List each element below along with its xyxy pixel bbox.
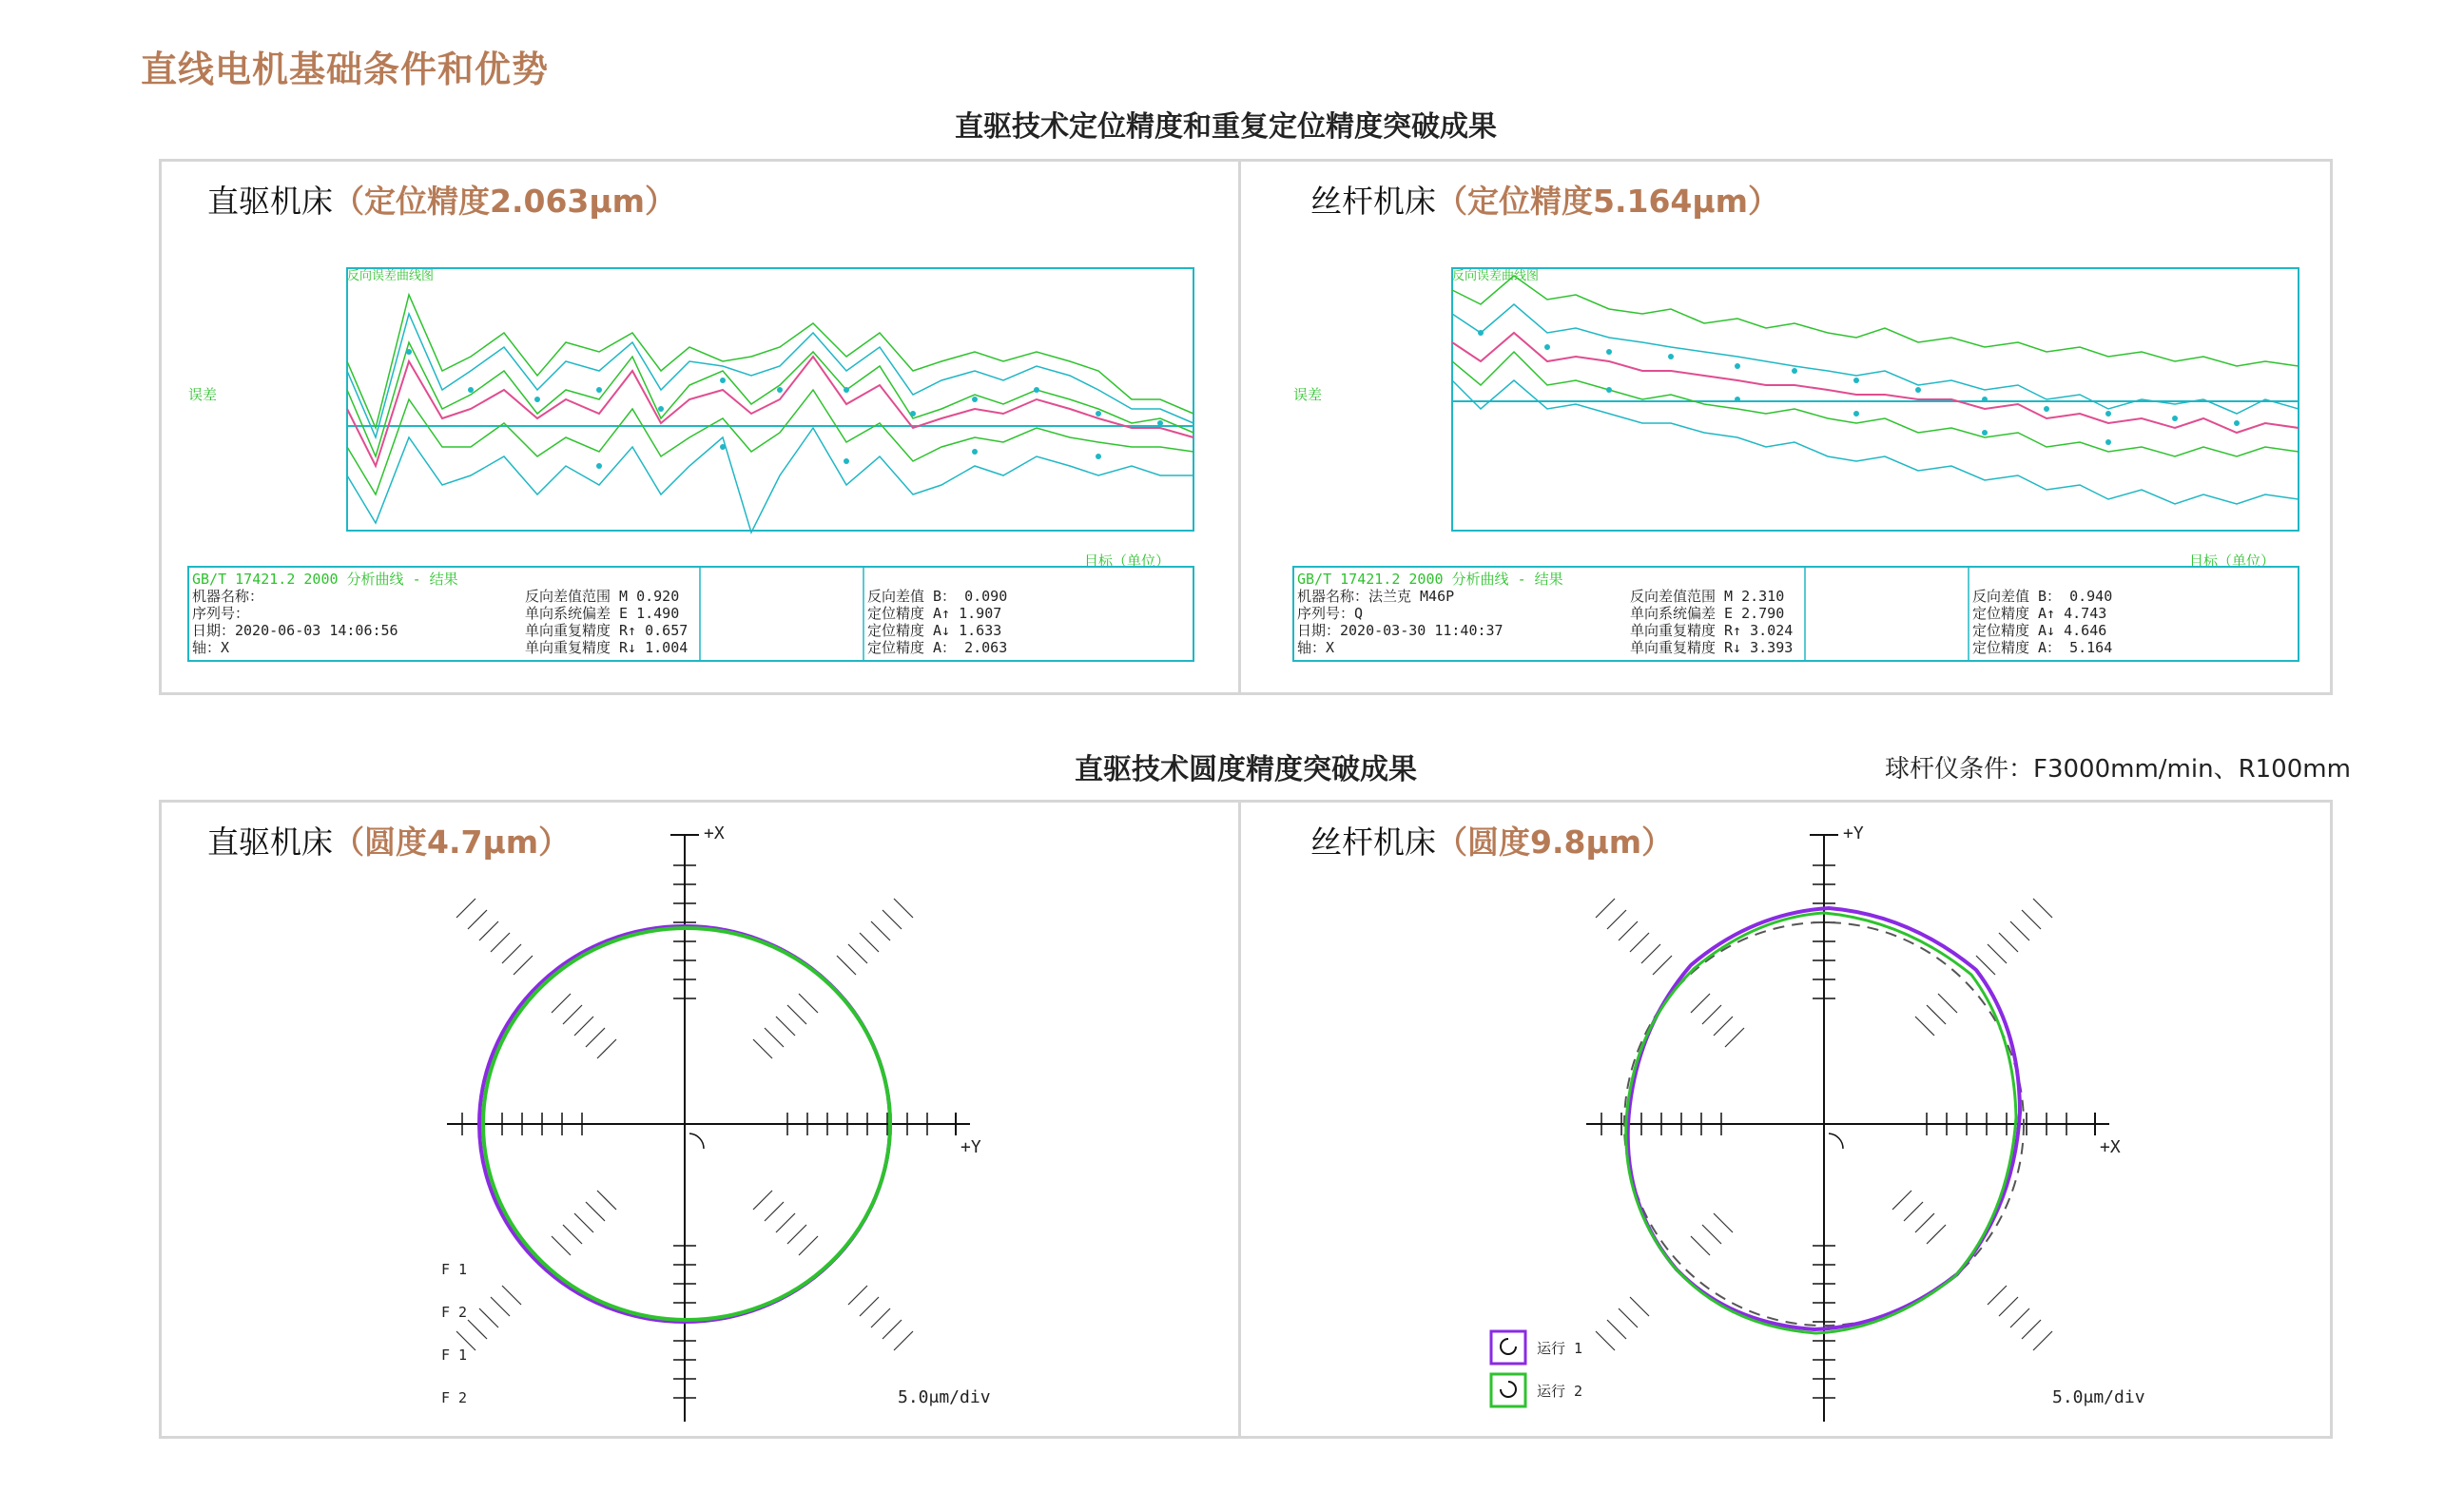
right-ballbar-plot <box>1491 824 2157 1436</box>
roundness-value: （圆度9.8μm） <box>1436 824 1674 861</box>
ballbar-condition-note: 球杆仪条件：F3000mm/min、R100mm <box>1885 755 2351 784</box>
machine-name: 直驱机床 <box>207 183 333 220</box>
info-header: GB/T 17421.2 2000 分析曲线 - 结果 <box>192 571 458 588</box>
panel-divider <box>1238 159 1241 695</box>
left-machine-label <box>207 177 676 222</box>
plot-frame <box>347 268 1193 531</box>
lower-band-a <box>347 390 1193 494</box>
legend-text: 目标（单位） <box>1084 552 1171 570</box>
panel-divider <box>1238 800 1241 1439</box>
direction-arrow <box>689 1134 704 1149</box>
legend-item: 运行 1 <box>1537 1340 1583 1357</box>
machine-name: 丝杆机床 <box>1310 183 1436 220</box>
info-text: 定位精度 A↓ 1.633 <box>867 622 1002 639</box>
info-text: 反向差值 B： 0.940 <box>1972 588 2113 605</box>
info-text: 轴：X <box>1297 639 1335 656</box>
plot-header: 反向误差曲线图 <box>1452 269 1540 283</box>
scale-label: 5.0μm/div <box>898 1387 991 1407</box>
left-positioning-chart <box>181 257 1208 675</box>
legend-text: 目标（单位） <box>2189 552 2276 570</box>
info-text: 序列号：Q <box>1297 605 1364 622</box>
info-text: 单向系统偏差 E 2.790 <box>1630 605 1785 622</box>
section-title-positioning: 直驱技术定位精度和重复定位精度突破成果 <box>955 110 1497 144</box>
axis-ticks <box>1601 865 2066 1398</box>
upper-band-b <box>1452 304 2299 414</box>
upper-band-c <box>347 314 1193 437</box>
info-text: 定位精度 A： 2.063 <box>867 639 1008 656</box>
mean-line <box>1452 333 2299 433</box>
info-text: 定位精度 A↑ 1.907 <box>867 605 1002 622</box>
mean-line <box>347 357 1193 466</box>
info-text: 轴：X <box>192 639 230 656</box>
sample-markers <box>1478 330 2240 445</box>
right-machine-label <box>1310 177 1779 222</box>
y-axis-label: +Y <box>1843 824 1864 843</box>
info-text: 单向重复精度 R↑ 3.024 <box>1630 622 1794 639</box>
right-positioning-chart <box>1286 257 2313 675</box>
info-text: 日期：2020-03-30 11:40:37 <box>1297 622 1504 639</box>
left-ballbar-plot <box>428 824 999 1436</box>
info-text: 反向差值 B： 0.090 <box>867 588 1008 605</box>
info-text: 单向重复精度 R↑ 0.657 <box>525 622 689 639</box>
info-text: 定位精度 A↓ 4.646 <box>1972 622 2107 639</box>
axis-label: 误差 <box>1293 386 1323 403</box>
info-text: 日期：2020-06-03 14:06:56 <box>192 622 398 639</box>
info-text: 定位精度 A： 5.164 <box>1972 639 2113 656</box>
info-text: 机器名称： <box>192 588 264 605</box>
x-axis-label: +Y <box>960 1137 981 1157</box>
legend-item: F 1 <box>441 1347 468 1364</box>
x-axis-label: +X <box>2100 1137 2121 1157</box>
info-text: 反向差值范围 M 0.920 <box>525 588 680 605</box>
lower-band-b <box>1452 380 2299 504</box>
positioning-accuracy-value: （定位精度2.063μm） <box>333 183 677 220</box>
legend-item: F 1 <box>441 1261 468 1278</box>
info-text: 序列号： <box>192 605 250 622</box>
info-text: 机器名称：法兰克 M46P <box>1297 588 1455 605</box>
page-title: 直线电机基础条件和优势 <box>141 48 550 90</box>
info-text: 定位精度 A↑ 4.743 <box>1972 605 2107 622</box>
info-text: 单向系统偏差 E 1.490 <box>525 605 680 622</box>
roundness-value: （圆度4.7μm） <box>333 824 571 861</box>
machine-name: 直驱机床 <box>207 824 333 861</box>
axis-label: 误差 <box>188 386 218 403</box>
legend-item: 运行 2 <box>1537 1383 1583 1400</box>
info-text: 反向差值范围 M 2.310 <box>1630 588 1785 605</box>
plot-axes <box>1586 835 2109 1422</box>
info-text: 单向重复精度 R↓ 1.004 <box>525 639 689 656</box>
y-axis-label: +X <box>704 824 725 843</box>
machine-name: 丝杆机床 <box>1310 824 1436 861</box>
section-title-roundness: 直驱技术圆度精度突破成果 <box>1075 753 1417 786</box>
plot-header: 反向误差曲线图 <box>347 269 435 283</box>
direction-arrow <box>1829 1134 1843 1149</box>
run-1-icon <box>1491 1331 1525 1364</box>
lower-band-b <box>347 428 1193 533</box>
info-header: GB/T 17421.2 2000 分析曲线 - 结果 <box>1297 571 1563 588</box>
positioning-accuracy-value: （定位精度5.164μm） <box>1436 183 1780 220</box>
info-text: 单向重复精度 R↓ 3.393 <box>1630 639 1794 656</box>
upper-band-a <box>1452 276 2299 366</box>
plot-frame <box>1452 268 2299 531</box>
scale-label: 5.0μm/div <box>2052 1387 2145 1407</box>
run-2-icon <box>1491 1374 1525 1406</box>
legend-item: F 2 <box>441 1389 468 1406</box>
legend-item: F 2 <box>441 1304 468 1321</box>
